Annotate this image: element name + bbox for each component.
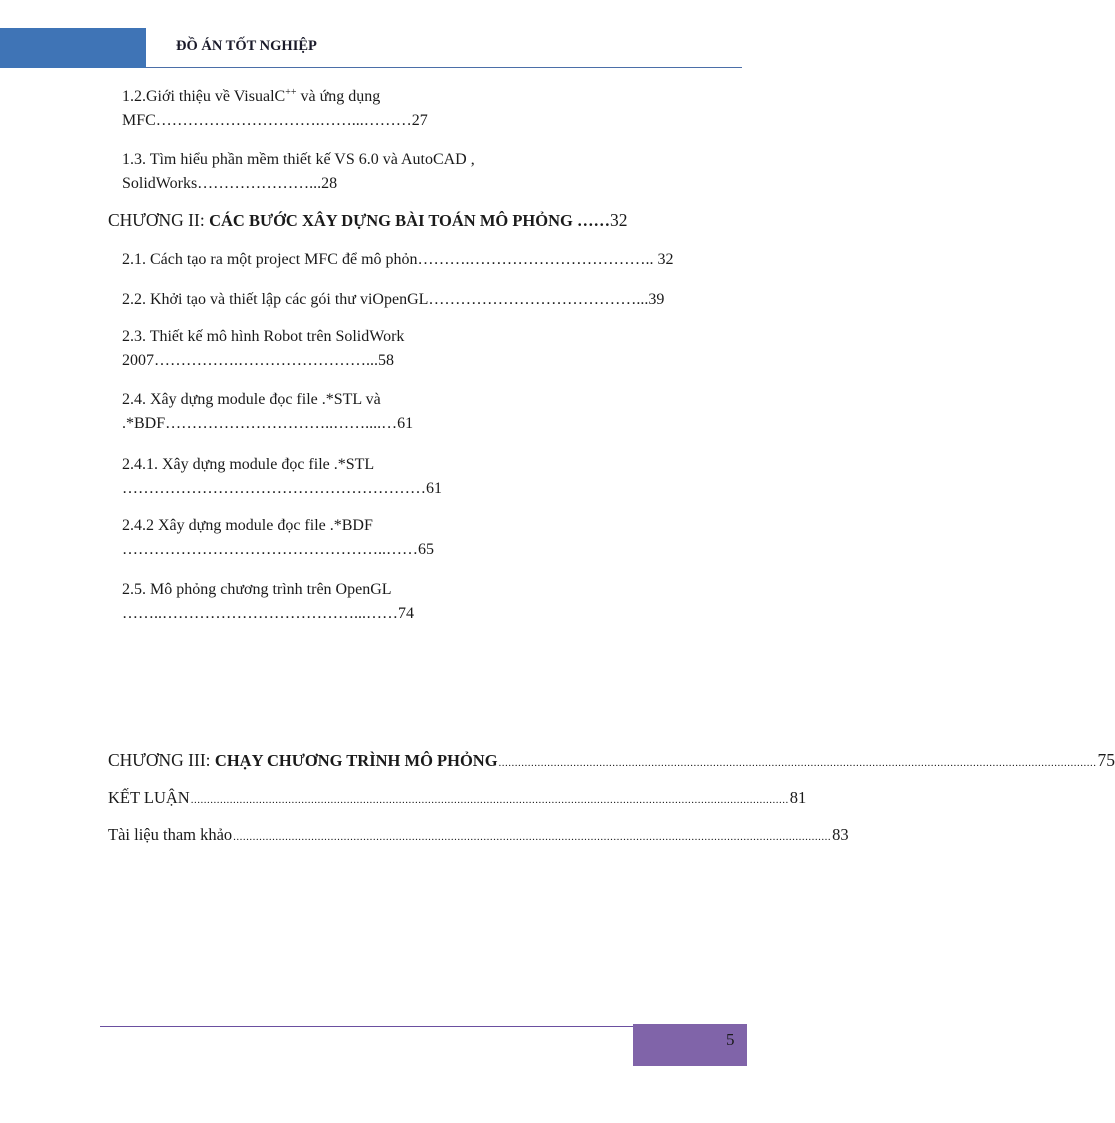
chapter-page: 32 [609, 210, 628, 230]
toc-entry-2-2[interactable] [122, 288, 664, 312]
toc-entry-page-line: ……..………………………………...……74 [122, 605, 414, 622]
toc-entry-2-4[interactable] [122, 388, 413, 436]
toc-entry-text: 2.1. Cách tạo ra một project MFC để mô phỏn……….…………………………….. 32 [122, 251, 674, 268]
toc-entry-2-5[interactable] [122, 578, 414, 626]
toc-conclusion[interactable] [108, 788, 807, 808]
toc-entry-2-4-1[interactable] [122, 453, 442, 501]
toc-entry-2-4-2[interactable] [122, 514, 434, 562]
toc-entry-text: KẾT LUẬN [108, 788, 190, 807]
toc-entry-page-line: 2007…………….……………………...58 [122, 352, 394, 369]
header-accent-block [0, 28, 146, 68]
toc-references[interactable] [108, 825, 849, 845]
toc-entry-text: 2.5. Mô phỏng chương trình trên OpenGL [122, 581, 392, 598]
toc-entry-text: 2.3. Thiết kế mô hình Robot trên SolidWork [122, 328, 405, 345]
toc-entry-page: 83 [832, 825, 849, 844]
toc-entry-page-line: …………………………………………………61 [122, 480, 442, 497]
dot-leader: ........................................................................................................................................................................................ [190, 794, 789, 806]
footer-rule [100, 1026, 633, 1027]
toc-entry-text: 2.2. Khởi tạo và thiết lập các gói thư viOpenGL…………………………………...39 [122, 291, 665, 308]
toc-entry-text: 2.4. Xây dựng module đọc file .*STL và [122, 391, 381, 408]
chapter-title: CHẠY CHƯƠNG TRÌNH MÔ PHỎNG [214, 751, 498, 770]
toc-entry-text: 1.2.Giới thiệu về VisualC [122, 88, 286, 105]
chapter-prefix: CHƯƠNG II: [108, 210, 210, 230]
chapter-title: CÁC BƯỚC XÂY DỰNG BÀI TOÁN MÔ PHỎNG …… [209, 211, 610, 230]
page-number: 5 [726, 1030, 735, 1049]
toc-entry-page: 81 [789, 788, 807, 807]
toc-chapter-2[interactable] [108, 210, 627, 231]
toc-entry-page-line: …………………………………………..……65 [122, 541, 434, 558]
toc-entry-text: và ứng dụng [296, 88, 381, 105]
chapter-prefix: CHƯƠNG III: [108, 750, 215, 770]
toc-entry-1-2[interactable] [122, 85, 428, 133]
toc-entry-page-line: SolidWorks…………………...28 [122, 175, 338, 192]
header-rule [146, 67, 742, 68]
toc-entry-text: Tài liệu tham khảo [108, 825, 233, 844]
chapter-page: 75 [1097, 750, 1115, 770]
toc-entry-text: 2.4.1. Xây dựng module đọc file .*STL [122, 456, 375, 473]
toc-entry-text: 1.3. Tìm hiểu phần mềm thiết kế VS 6.0 và AutoCAD , [122, 151, 475, 168]
toc-entry-2-3[interactable] [122, 325, 404, 373]
dot-leader: ........................................................................................................................................................................................ [498, 757, 1097, 769]
toc-entry-1-3[interactable] [122, 148, 475, 196]
page-header-title: ĐỒ ÁN TỐT NGHIỆP [176, 38, 317, 54]
toc-entry-2-1[interactable] [122, 248, 674, 272]
toc-entry-superscript: ++ [285, 87, 297, 98]
toc-entry-page-line: MFC………………………….……...………27 [122, 112, 428, 129]
toc-chapter-3[interactable] [108, 750, 1115, 771]
dot-leader: ........................................................................................................................................................................................ [233, 831, 832, 843]
toc-entry-text: 2.4.2 Xây dựng module đọc file .*BDF [122, 517, 373, 534]
toc-entry-page-line: .*BDF…………………………..……....…61 [122, 415, 414, 432]
